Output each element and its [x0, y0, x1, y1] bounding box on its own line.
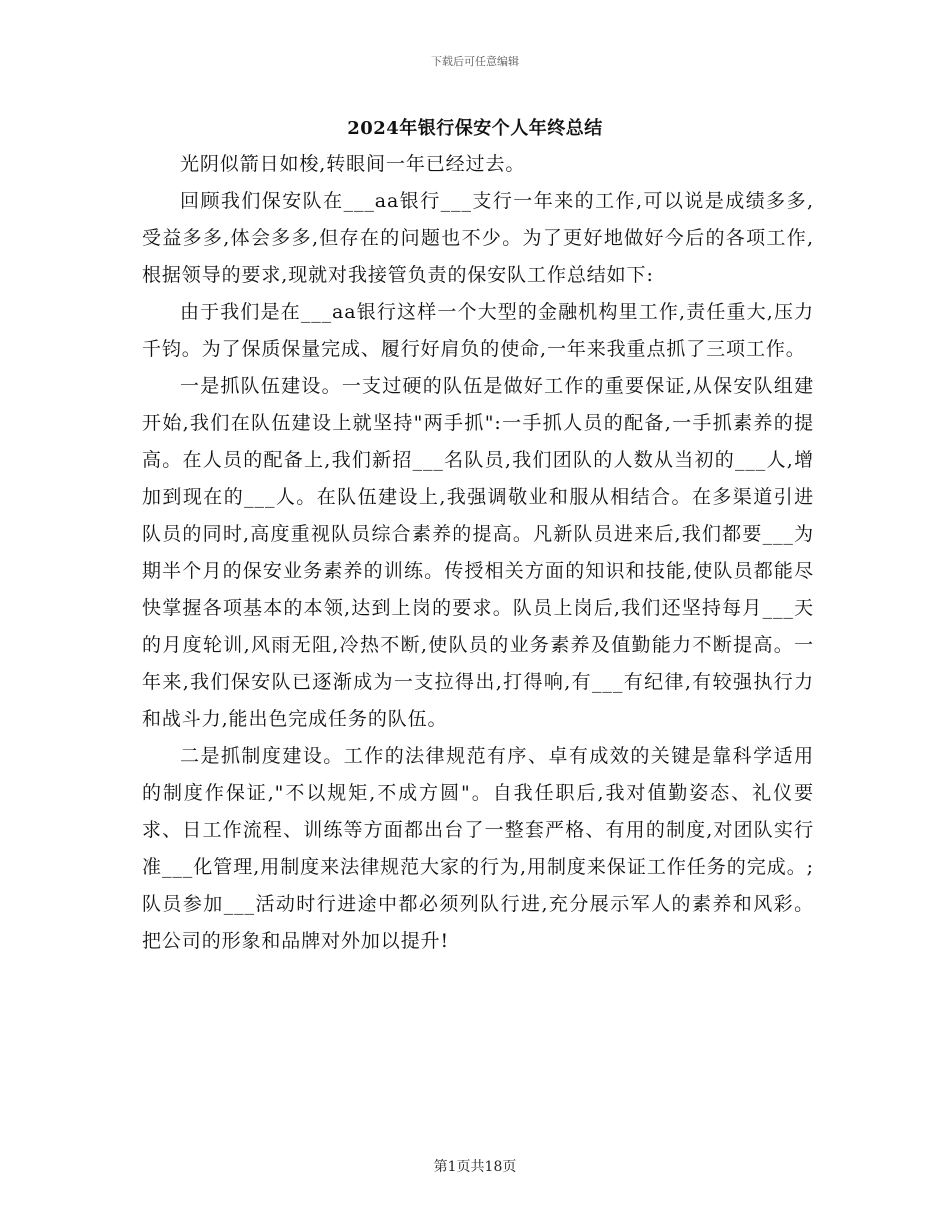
- paragraph-review: 回顾我们保安队在___aa银行___支行一年来的工作,可以说是成绩多多,受益多多,体会多多,但存在的问题也不少。为了更好地做好今后的各项工作,根据领导的要求,现就对我接管负责的保安队工作总结如下:: [142, 190, 814, 286]
- paragraph-system-building: 二是抓制度建设。工作的法律规范有序、卓有成效的关键是靠科学适用的制度作保证,"不以规矩,不成方圆"。自我任职后,我对值勤姿态、礼仪要求、日工作流程、训练等方面都出台了一整套严格、有用的制度,对团队实行准___化管理,用制度来法律规范大家的行为,用制度来保证工作任务的完成。;队员参加___活动时行进途中都必须列队行进,充分展示军人的素养和风彩。把公司的形象和品牌对外加以提升!: [142, 745, 814, 952]
- page-number-footer: 第1页共18页: [433, 1159, 517, 1175]
- document-title: 2024年银行保安个人年终总结: [347, 118, 603, 139]
- paragraph-responsibility: 由于我们是在___aa银行这样一个大型的金融机构里工作,责任重大,压力千钧。为了保质保量完成、履行好肩负的使命,一年来我重点抓了三项工作。: [142, 301, 814, 360]
- document-body: [142, 146, 814, 960]
- paragraph-team-building: 一是抓队伍建设。一支过硬的队伍是做好工作的重要保证,从保安队组建开始,我们在队伍建设上就坚持"两手抓":一手抓人员的配备,一手抓素养的提高。在人员的配备上,我们新招___名队员,我们团队的人数从当初的___人,增加到现在的___人。在队伍建设上,我强调敬业和服从相结合。在多渠道引进队员的同时,高度重视队员综合素养的提高。凡新队员进来后,我们都要___为期半个月的保安业务素养的训练。传授相关方面的知识和技能,使队员都能尽快掌握各项基本的本领,达到上岗的要求。队员上岗后,我们还坚持每月___天的月度轮训,风雨无阻,冷热不断,使队员的业务素养及值勤能力不断提高。一年来,我们保安队已逐渐成为一支拉得出,打得响,有___有纪律,有较强执行力和战斗力,能出色完成任务的队伍。: [142, 375, 814, 730]
- paragraph-intro: 光阴似箭日如梭,转眼间一年已经过去。: [180, 153, 526, 175]
- header-note: 下载后可任意编辑: [431, 55, 519, 68]
